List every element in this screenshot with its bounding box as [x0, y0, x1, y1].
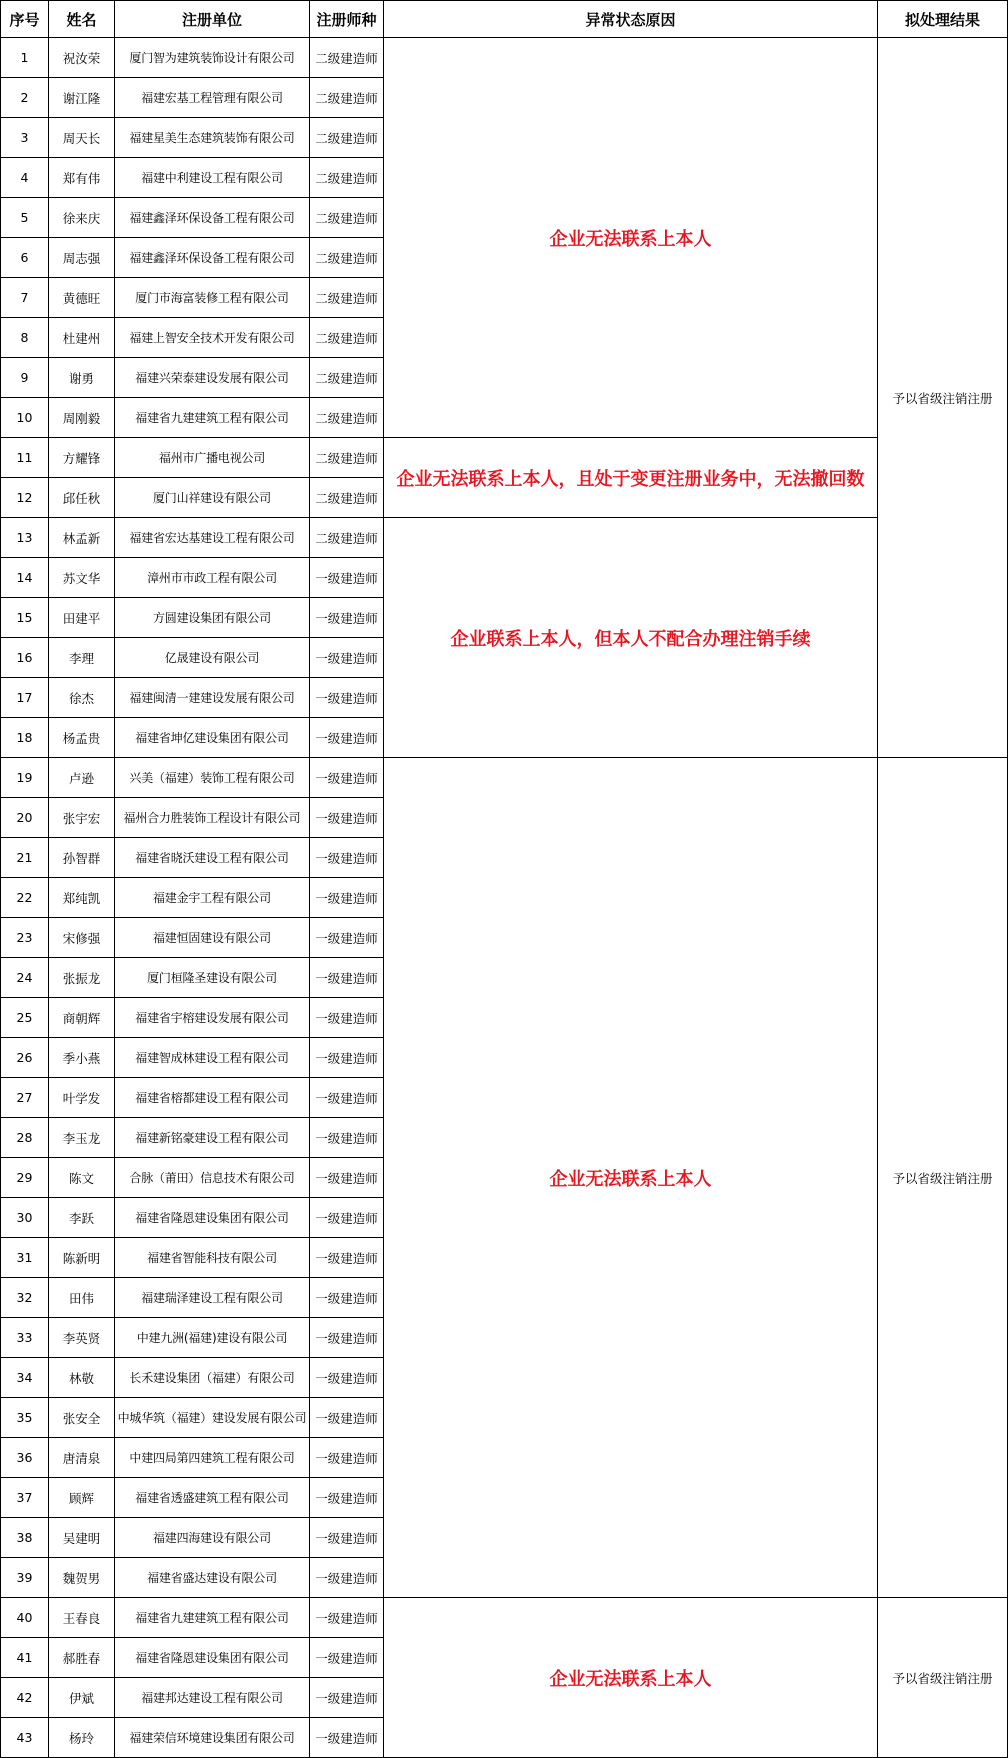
cell-category: 一级建造师: [310, 638, 384, 678]
cell-no: 39: [1, 1558, 49, 1598]
header-row: [1, 1, 1008, 38]
cell-name: 祝汝荣: [49, 38, 115, 78]
cell-category: 一级建造师: [310, 998, 384, 1038]
cell-name: 孙智群: [49, 838, 115, 878]
cell-category: 一级建造师: [310, 1238, 384, 1278]
cell-company: 福建智成林建设工程有限公司: [115, 1038, 310, 1078]
cell-company: 福建省宏达基建设工程有限公司: [115, 518, 310, 558]
cell-category: 二级建造师: [310, 118, 384, 158]
cell-company: 福建省晓沃建设工程有限公司: [115, 838, 310, 878]
cell-name: 张安全: [49, 1398, 115, 1438]
table-row: [1, 438, 1008, 478]
cell-category: 二级建造师: [310, 198, 384, 238]
cell-name: 唐清泉: [49, 1438, 115, 1478]
cell-name: 谢江隆: [49, 78, 115, 118]
cell-company: 福建新铭豪建设工程有限公司: [115, 1118, 310, 1158]
cell-company: 漳州市市政工程有限公司: [115, 558, 310, 598]
cell-no: 7: [1, 278, 49, 318]
cell-name: 徐来庆: [49, 198, 115, 238]
cell-company: 福建省坤亿建设集团有限公司: [115, 718, 310, 758]
cell-name: 周刚毅: [49, 398, 115, 438]
cell-company: 厦门智为建筑装饰设计有限公司: [115, 38, 310, 78]
cell-no: 26: [1, 1038, 49, 1078]
cell-name: 杜建州: [49, 318, 115, 358]
table-header: [1, 1, 1008, 38]
cell-category: 一级建造师: [310, 1678, 384, 1718]
cell-name: 张振龙: [49, 958, 115, 998]
cell-no: 31: [1, 1238, 49, 1278]
cell-company: 福建省榕都建设工程有限公司: [115, 1078, 310, 1118]
cell-company: 福建瑞泽建设工程有限公司: [115, 1278, 310, 1318]
table-row: [1, 758, 1008, 798]
cell-no: 24: [1, 958, 49, 998]
cell-company: 福建省透盛建筑工程有限公司: [115, 1478, 310, 1518]
cell-name: 张宇宏: [49, 798, 115, 838]
cell-abnormal-reason: 企业无法联系上本人: [384, 38, 878, 438]
cell-no: 29: [1, 1158, 49, 1198]
cell-no: 16: [1, 638, 49, 678]
cell-category: 二级建造师: [310, 438, 384, 478]
cell-name: 邱任秋: [49, 478, 115, 518]
cell-company: 福建兴荣泰建设发展有限公司: [115, 358, 310, 398]
cell-company: 厦门桓隆圣建设有限公司: [115, 958, 310, 998]
cell-company: 福建省宇榕建设发展有限公司: [115, 998, 310, 1038]
cell-name: 李英贤: [49, 1318, 115, 1358]
cell-category: 一级建造师: [310, 1118, 384, 1158]
cell-category: 一级建造师: [310, 1078, 384, 1118]
cell-no: 1: [1, 38, 49, 78]
cell-company: 中建九洲(福建)建设有限公司: [115, 1318, 310, 1358]
cell-no: 6: [1, 238, 49, 278]
cell-no: 36: [1, 1438, 49, 1478]
cell-category: 一级建造师: [310, 558, 384, 598]
cell-name: 郑有伟: [49, 158, 115, 198]
cell-no: 2: [1, 78, 49, 118]
cell-category: 一级建造师: [310, 1398, 384, 1438]
cell-name: 陈文: [49, 1158, 115, 1198]
cell-name: 李理: [49, 638, 115, 678]
cell-name: 林孟新: [49, 518, 115, 558]
header-reason: 异常状态原因: [384, 1, 878, 38]
cell-company: 福建省九建建筑工程有限公司: [115, 398, 310, 438]
cell-no: 17: [1, 678, 49, 718]
cell-category: 二级建造师: [310, 518, 384, 558]
cell-name: 商朝辉: [49, 998, 115, 1038]
cell-company: 福建省智能科技有限公司: [115, 1238, 310, 1278]
cell-name: 李玉龙: [49, 1118, 115, 1158]
cell-company: 福建邦达建设工程有限公司: [115, 1678, 310, 1718]
cell-no: 27: [1, 1078, 49, 1118]
cell-category: 一级建造师: [310, 1038, 384, 1078]
cell-company: 厦门市海富装修工程有限公司: [115, 278, 310, 318]
cell-no: 3: [1, 118, 49, 158]
cell-category: 一级建造师: [310, 1278, 384, 1318]
cell-name: 王春良: [49, 1598, 115, 1638]
header-company: 注册单位: [115, 1, 310, 38]
cell-company: 福建省九建建筑工程有限公司: [115, 1598, 310, 1638]
cell-no: 5: [1, 198, 49, 238]
cell-category: 一级建造师: [310, 1718, 384, 1758]
cell-name: 伊斌: [49, 1678, 115, 1718]
cell-no: 19: [1, 758, 49, 798]
cell-name: 方耀锋: [49, 438, 115, 478]
cell-name: 陈新明: [49, 1238, 115, 1278]
cell-company: 福州市广播电视公司: [115, 438, 310, 478]
cell-company: 福建恒固建设有限公司: [115, 918, 310, 958]
cell-company: 福州合力胜装饰工程设计有限公司: [115, 798, 310, 838]
cell-name: 季小燕: [49, 1038, 115, 1078]
cell-no: 42: [1, 1678, 49, 1718]
cell-category: 一级建造师: [310, 958, 384, 998]
cell-category: 一级建造师: [310, 718, 384, 758]
cell-company: 福建荣信环境建设集团有限公司: [115, 1718, 310, 1758]
cell-company: 福建宏基工程管理有限公司: [115, 78, 310, 118]
cell-abnormal-reason: 企业联系上本人，但本人不配合办理注销手续: [384, 518, 878, 758]
table-row: [1, 38, 1008, 78]
cell-no: 20: [1, 798, 49, 838]
cell-name: 杨玲: [49, 1718, 115, 1758]
cell-name: 郑纯凯: [49, 878, 115, 918]
cell-name: 徐杰: [49, 678, 115, 718]
cell-company: 福建金宇工程有限公司: [115, 878, 310, 918]
cell-name: 黄德旺: [49, 278, 115, 318]
cell-no: 18: [1, 718, 49, 758]
cell-company: 方圆建设集团有限公司: [115, 598, 310, 638]
cell-category: 二级建造师: [310, 318, 384, 358]
cell-no: 13: [1, 518, 49, 558]
cell-name: 郝胜春: [49, 1638, 115, 1678]
cell-category: 一级建造师: [310, 758, 384, 798]
cell-category: 一级建造师: [310, 1558, 384, 1598]
cell-no: 32: [1, 1278, 49, 1318]
cell-no: 28: [1, 1118, 49, 1158]
cell-proposed-result: 予以省级注销注册: [878, 38, 1008, 758]
cell-no: 34: [1, 1358, 49, 1398]
cell-category: 一级建造师: [310, 1518, 384, 1558]
header-category: 注册师种: [310, 1, 384, 38]
cell-no: 23: [1, 918, 49, 958]
cell-abnormal-reason: 企业无法联系上本人: [384, 1598, 878, 1758]
cell-category: 一级建造师: [310, 1158, 384, 1198]
cell-proposed-result: 予以省级注销注册: [878, 1598, 1008, 1758]
cell-category: 一级建造师: [310, 878, 384, 918]
cell-company: 合脉（莆田）信息技术有限公司: [115, 1158, 310, 1198]
cell-name: 周志强: [49, 238, 115, 278]
cell-name: 谢勇: [49, 358, 115, 398]
cell-company: 福建鑫泽环保设备工程有限公司: [115, 198, 310, 238]
cell-company: 福建鑫泽环保设备工程有限公司: [115, 238, 310, 278]
cell-no: 12: [1, 478, 49, 518]
cell-no: 14: [1, 558, 49, 598]
cell-company: 福建星美生态建筑装饰有限公司: [115, 118, 310, 158]
cell-name: 林敬: [49, 1358, 115, 1398]
cell-category: 一级建造师: [310, 798, 384, 838]
cell-company: 福建闽清一建建设发展有限公司: [115, 678, 310, 718]
cell-company: 福建中利建设工程有限公司: [115, 158, 310, 198]
cell-no: 21: [1, 838, 49, 878]
cell-proposed-result: 予以省级注销注册: [878, 758, 1008, 1598]
cell-name: 李跃: [49, 1198, 115, 1238]
cell-category: 一级建造师: [310, 1358, 384, 1398]
cell-no: 37: [1, 1478, 49, 1518]
cell-no: 4: [1, 158, 49, 198]
cell-name: 卢逊: [49, 758, 115, 798]
cell-company: 福建省隆恩建设集团有限公司: [115, 1638, 310, 1678]
cell-category: 一级建造师: [310, 1438, 384, 1478]
cell-no: 10: [1, 398, 49, 438]
cell-no: 35: [1, 1398, 49, 1438]
cell-company: 长禾建设集团（福建）有限公司: [115, 1358, 310, 1398]
cell-category: 二级建造师: [310, 358, 384, 398]
cell-name: 吴建明: [49, 1518, 115, 1558]
cell-company: 亿晟建设有限公司: [115, 638, 310, 678]
header-result: 拟处理结果: [878, 1, 1008, 38]
cell-company: 福建省盛达建设有限公司: [115, 1558, 310, 1598]
cell-no: 11: [1, 438, 49, 478]
cell-no: 41: [1, 1638, 49, 1678]
cell-no: 22: [1, 878, 49, 918]
cell-company: 兴美（福建）装饰工程有限公司: [115, 758, 310, 798]
cell-category: 一级建造师: [310, 1318, 384, 1358]
header-name: 姓名: [49, 1, 115, 38]
cell-category: 二级建造师: [310, 238, 384, 278]
cell-name: 周天长: [49, 118, 115, 158]
cell-no: 8: [1, 318, 49, 358]
cell-category: 二级建造师: [310, 398, 384, 438]
cell-no: 40: [1, 1598, 49, 1638]
cell-category: 一级建造师: [310, 918, 384, 958]
cell-company: 中建四局第四建筑工程有限公司: [115, 1438, 310, 1478]
cell-no: 38: [1, 1518, 49, 1558]
header-no: 序号: [1, 1, 49, 38]
cell-category: 一级建造师: [310, 1478, 384, 1518]
cell-category: 一级建造师: [310, 598, 384, 638]
cell-category: 二级建造师: [310, 158, 384, 198]
cell-category: 一级建造师: [310, 1198, 384, 1238]
cell-category: 一级建造师: [310, 678, 384, 718]
cell-no: 43: [1, 1718, 49, 1758]
cell-name: 叶学发: [49, 1078, 115, 1118]
cell-name: 顾辉: [49, 1478, 115, 1518]
cell-category: 二级建造师: [310, 78, 384, 118]
cell-category: 一级建造师: [310, 1598, 384, 1638]
cell-category: 一级建造师: [310, 1638, 384, 1678]
cell-no: 30: [1, 1198, 49, 1238]
cell-company: 中城华筑（福建）建设发展有限公司: [115, 1398, 310, 1438]
cell-name: 田建平: [49, 598, 115, 638]
cell-category: 二级建造师: [310, 38, 384, 78]
cell-company: 厦门山祥建设有限公司: [115, 478, 310, 518]
cell-no: 33: [1, 1318, 49, 1358]
cell-abnormal-reason: 企业无法联系上本人，且处于变更注册业务中，无法撤回数: [384, 438, 878, 518]
cell-no: 15: [1, 598, 49, 638]
cell-name: 魏贺男: [49, 1558, 115, 1598]
cell-name: 杨孟贵: [49, 718, 115, 758]
cell-abnormal-reason: 企业无法联系上本人: [384, 758, 878, 1598]
table-row: [1, 518, 1008, 558]
cell-no: 9: [1, 358, 49, 398]
cell-name: 苏文华: [49, 558, 115, 598]
table-row: [1, 1598, 1008, 1638]
cell-category: 二级建造师: [310, 478, 384, 518]
cell-no: 25: [1, 998, 49, 1038]
cell-company: 福建四海建设有限公司: [115, 1518, 310, 1558]
cell-name: 宋修强: [49, 918, 115, 958]
cell-category: 一级建造师: [310, 838, 384, 878]
table-body: [1, 38, 1008, 1758]
cell-category: 二级建造师: [310, 278, 384, 318]
cell-company: 福建省隆恩建设集团有限公司: [115, 1198, 310, 1238]
cell-company: 福建上智安全技术开发有限公司: [115, 318, 310, 358]
cell-name: 田伟: [49, 1278, 115, 1318]
